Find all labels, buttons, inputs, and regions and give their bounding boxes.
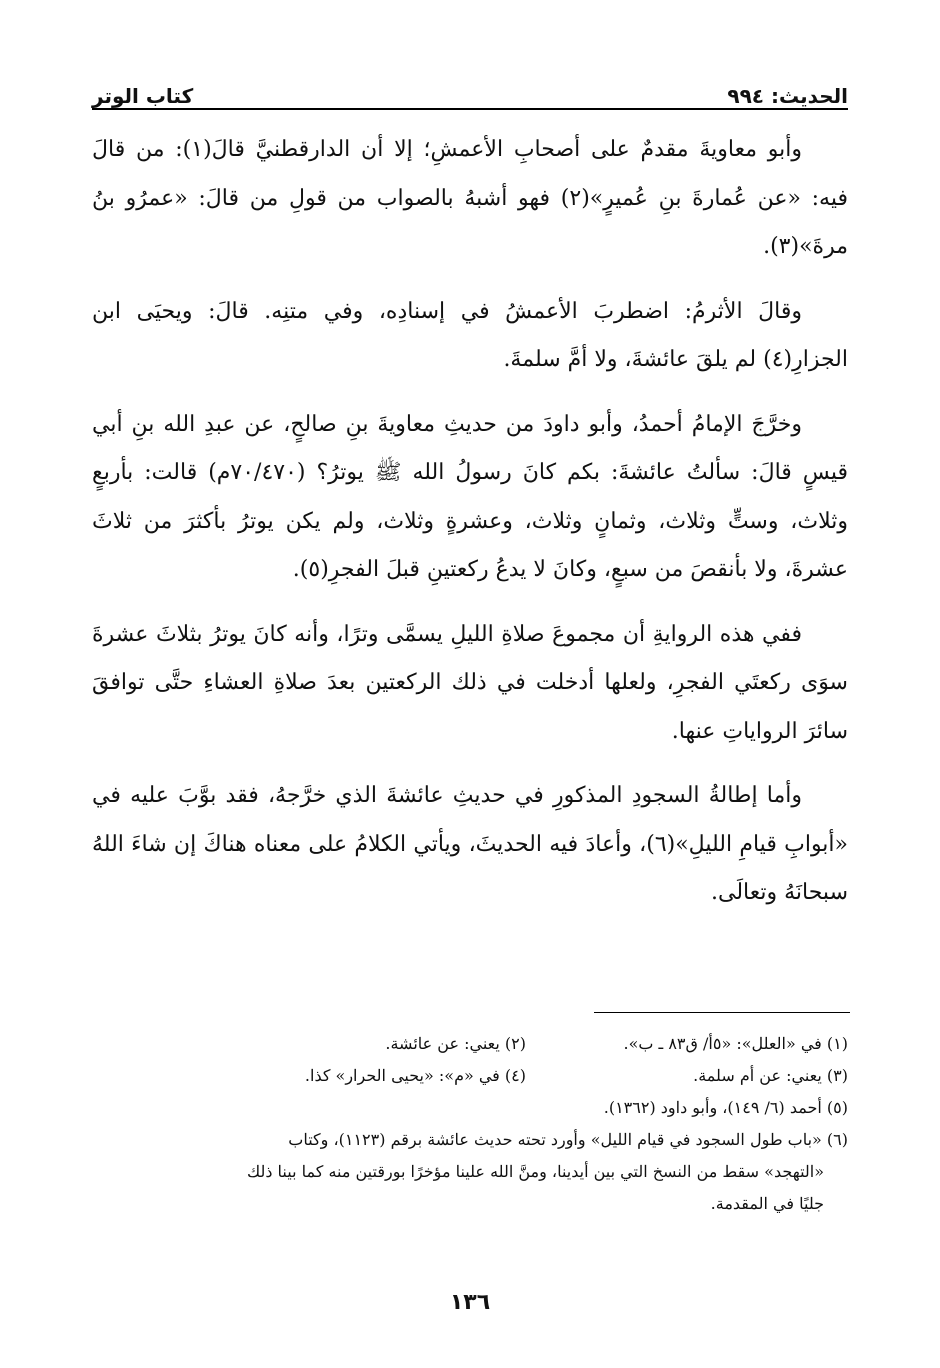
paragraph: وقالَ الأثرمُ: اضطربَ الأعمشُ في إسنادِه، وفي متنِه. قالَ: ويحيَى ابن الجزارِ(٤) لم يلقَ عائشةَ، ولا أمَّ سلمةَ. (92, 298, 848, 372)
page-number: ١٣٦ (449, 1290, 491, 1315)
paragraph: وأما إطالةُ السجودِ المذكورِ في حديثِ عائشةَ الذي خرَّجهُ، فقد بوَّبَ عليه في «أبوابِ قيامِ الليلِ»(٦)، وأعادَ فيه الحديثَ، ويأتي الكلامُ على معناه هناكَ إن شاءَ اللهُ سبحانَهُ وتعالَى. (92, 783, 849, 905)
paragraph: ففي هذه الروايةِ أن مجموعَ صلاةِ الليلِ يسمَّى وترًا، وأنه كانَ يوترُ بثلاثَ عشرةَ سوَى ركعتَي الفجرِ، ولعلها أدخلت في ذلك الركعتين بعدَ صلاةِ العشاءِ حتَّى توافقَ سائرَ الرواياتِ عنها. (92, 621, 848, 744)
paragraph: وأبو معاويةَ مقدمٌ على أصحابِ الأعمشِ؛ إلا أن الدارقطنيَّ قالَ(١): من قالَ فيه: «عن عُمارةَ بنِ عُميرٍ»(٢) فهو أشبهُ بالصواب من قولِ من قالَ: «عمرُو بنُ مرةَ»(٣). (92, 137, 849, 259)
footnote-6-line: جليًا في المقدمة. (710, 1194, 824, 1213)
footnotes (92, 1028, 848, 1220)
main-text (92, 126, 848, 934)
footnote-1: (١) في «العلل»: «٥أ/ ق٨٣ ـ ب». (623, 1034, 848, 1053)
hadith-number-label: الحديث: ٩٩٤ (727, 84, 848, 108)
footnote-6-line: «التهجد» سقط من النسخ التي بين أيدينا، ومنَّ الله علينا مؤخرًا بورقتين منه كما بينا ذلك (246, 1162, 824, 1181)
footnote-separator (594, 1012, 850, 1013)
footnote-4: (٤) في «م»: «يحيى الحرار» كذا. (304, 1066, 526, 1085)
footnote-row (92, 1060, 848, 1092)
book-title: كتاب الوتر (92, 84, 194, 108)
footnote-6 (92, 1124, 848, 1220)
footnote-5: (٥) أحمد (٦/ ١٤٩)، وأبو داود (١٣٦٢). (603, 1098, 848, 1117)
footnote-3: (٣) يعني: عن أم سلمة. (693, 1066, 848, 1085)
footnote-2: (٢) يعني: عن عائشة. (385, 1034, 526, 1053)
running-header (92, 72, 848, 108)
footnote-6-line: (٦) «باب طول السجود في قيام الليل» وأورد تحته حديث عائشة برقم (١١٢٣)، وكتاب (288, 1130, 848, 1149)
header-rule (92, 108, 848, 110)
footnote-row (92, 1028, 848, 1060)
paragraph: وخرَّجَ الإمامُ أحمدُ، وأبو داودَ من حديثِ معاويةَ بنِ صالحٍ، عن عبدِ الله بنِ أبي قيسٍ قالَ: سألتُ عائشةَ: بكم كانَ رسولُ الله ﷺ يوترُ؟ (٧٠/٤٧٠م) قالت: بأربعٍ وثلاث، وستٍّ وثلاث، وثمانٍ وثلاث، وعشرةٍ وثلاث، ولم يكن يوترُ بأكثرَ من ثلاثَ عشرةَ، ولا بأنقصَ من سبعٍ، وكانَ لا يدعُ ركعتينِ قبلَ الفجرِ(٥). (92, 411, 848, 582)
